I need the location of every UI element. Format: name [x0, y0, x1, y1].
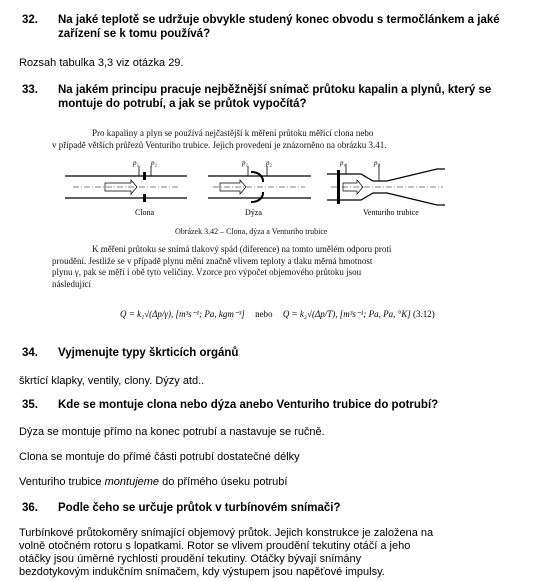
flow-meters-figure: [65, 158, 495, 224]
svg-text:p₂: p₂: [374, 159, 380, 167]
answer-35-3: Venturiho trubice montujeme do přímého úseku potrubí: [19, 476, 288, 488]
nozzle-diagram: [208, 159, 311, 217]
figure-caption: Obrázek 3.42 – Clona, dýza a Venturiho trubice: [175, 227, 328, 236]
svg-text:p₁: p₁: [242, 159, 248, 167]
svg-text:p₂: p₂: [266, 159, 272, 167]
label-venturi: Venturiho trubice: [363, 208, 419, 217]
scan-paragraph-2: K měření průtoku se snímá tlakový spád (diference) na tomto umělém odporu proti proudění. Jestliže se v případě plynu mění značně vlivem teploty a tlaku měrná hmotnost plynu γ, pak se měří i obě tyto veličiny. Vzorce pro výpočet objemového průtoku jsou následující: [52, 244, 392, 289]
question-text: Na jaké teplotě se udržuje obvykle studený konec obvodu s termočlánkem a jaké zařízení se k tomu používá?: [58, 14, 500, 40]
answer-34: škrtící klapky, ventily, clony. Dýzy atd..: [19, 375, 205, 387]
question-number: 32.: [22, 14, 38, 26]
question-text: Na jakém principu pracuje nejběžnější snímač průtoku kapalin a plynů, který se montuje do potrubí, a jak se průtok vypočítá?: [58, 84, 492, 110]
scan-paragraph-1: Pro kapaliny a plyn se používá nejčastější k měření průtoku měřící clona nebo v případě větších průřezů Venturiho trubice. Jejich provedení je znázorněno na obrázku 3.41.: [52, 128, 387, 150]
label-dyza: Dýza: [245, 208, 262, 217]
venturi-tube-diagram: [327, 159, 445, 217]
label-p1: p₁: [133, 159, 139, 167]
orifice-plate-diagram: [65, 159, 187, 217]
label-p2: p₂: [151, 159, 157, 167]
answer-35-2: Clona se montuje do přímé části potrubí dostatečné délky: [19, 451, 300, 463]
answer-35-1: Dýza se montuje přímo na konec potrubí a nastavuje se ručně.: [19, 426, 325, 438]
answer-32: Rozsah tabulka 3,3 viz otázka 29.: [19, 57, 184, 69]
label-clona: Clona: [135, 208, 155, 217]
flow-formula: Q = k₁√(Δp/γ), [m³s⁻¹; Pa, kgm⁻³] nebo Q = k₂√(Δp/T), [m³s⁻¹; Pa, Pa, °K] (3.12): [120, 309, 435, 319]
answer-36: Turbínkové průtokoměry snímající objemový průtok. Jejich konstrukce je založena na volně otočném rotoru s lopatkami. Rotor se vlivem proudění tekutiny otáčí a jeho otáčky jsou úměrné rychlosti proudění tekutiny. Otáčky bývají snímány bezdotykovým indukčním snímačem, kdy výstupem jsou napěťové impulsy.: [19, 527, 434, 578]
question-number: 33.: [22, 84, 38, 96]
svg-text:p₁: p₁: [340, 159, 346, 167]
